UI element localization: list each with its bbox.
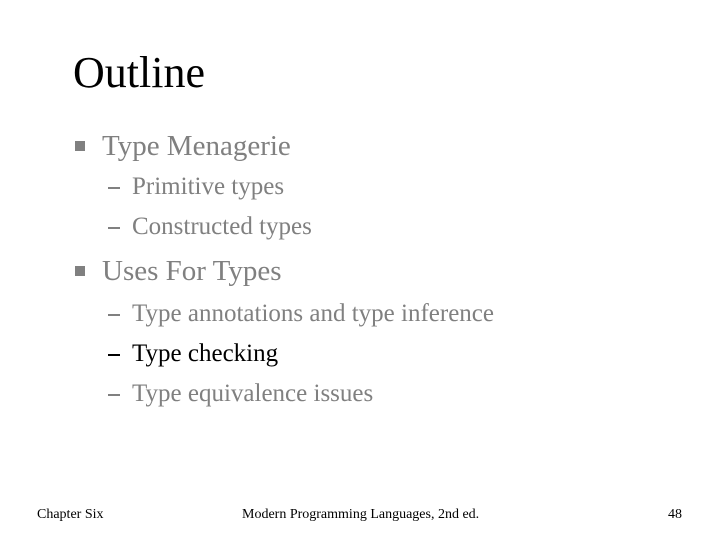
list-item-type-checking (0, 338, 720, 370)
list-item-label-highlighted: Type checking (132, 340, 279, 367)
page-number: 48 (668, 507, 682, 522)
section-uses-for-types (0, 253, 720, 293)
dash-icon (108, 314, 120, 316)
list-item-primitive-types (0, 171, 720, 203)
dash-icon (108, 227, 120, 229)
list-item-type-annotations (0, 298, 720, 330)
list-item-label: Type annotations and type inference (132, 300, 494, 327)
dash-icon (108, 394, 120, 396)
square-bullet-icon (75, 141, 85, 151)
section-type-menagerie (0, 128, 720, 168)
list-item-constructed-types (0, 211, 720, 243)
list-item-label: Type equivalence issues (132, 380, 374, 407)
dash-icon (108, 187, 120, 189)
list-item-type-equivalence (0, 378, 720, 410)
square-bullet-icon (75, 266, 85, 276)
section-label: Type Menagerie (102, 130, 291, 162)
list-item-label: Constructed types (132, 213, 312, 240)
footer-chapter: Chapter Six (37, 507, 104, 522)
dash-icon (108, 354, 120, 356)
slide-title: Outline (73, 48, 205, 97)
footer-book-title: Modern Programming Languages, 2nd ed. (242, 507, 480, 522)
list-item-label: Primitive types (132, 173, 285, 200)
section-label: Uses For Types (102, 255, 282, 287)
